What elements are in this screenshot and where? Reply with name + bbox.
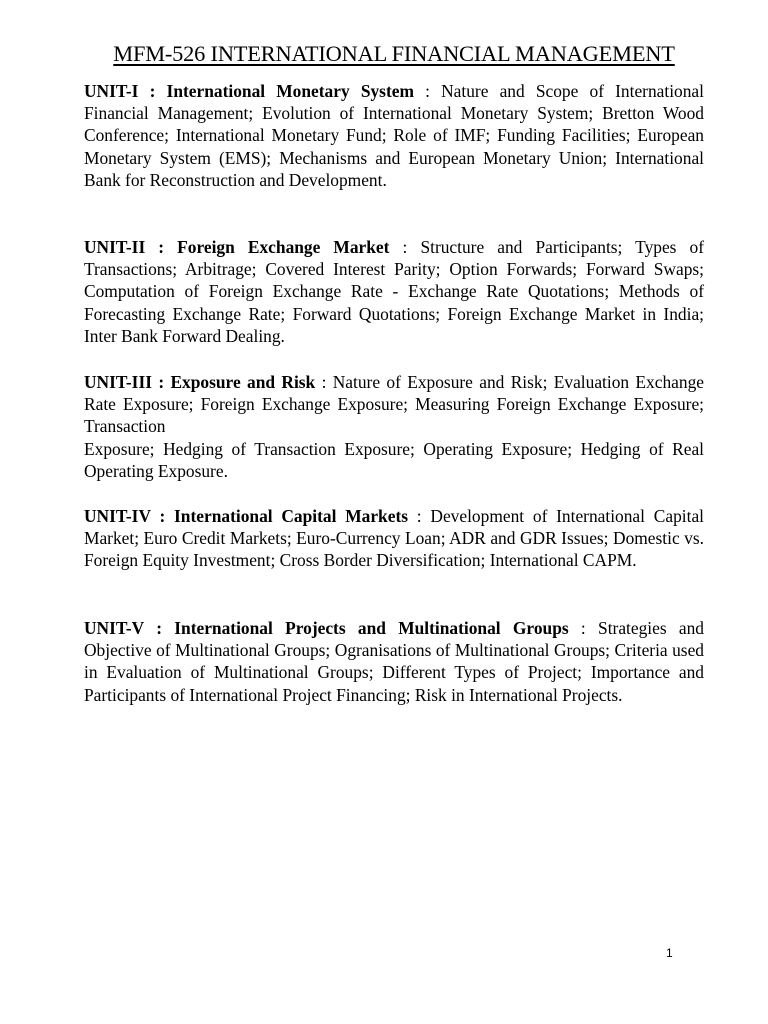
page-number: 1: [666, 946, 673, 960]
unit-2-heading: UNIT-II : Foreign Exchange Market: [84, 237, 390, 257]
unit-5-heading: UNIT-V : International Projects and Multinational Groups: [84, 618, 569, 638]
unit-1-paragraph: [84, 80, 704, 191]
document-title: MFM-526 INTERNATIONAL FINANCIAL MANAGEMENT: [113, 41, 675, 66]
unit-4-paragraph: [84, 505, 704, 572]
unit-3-body: : Nature of Exposure and Risk; Evaluation Exchange Rate Exposure; Foreign Exchange Exposure; Measuring Foreign Exchange Exposure; Transaction: [84, 372, 704, 437]
unit-5-body: : Strategies and Objective of Multinational Groups; Ogranisations of Multinational Groups; Criteria used in Evaluation of Multinational Groups; Different Types of Project; Importance and Participants of International Project Financing; Risk in International Projects.: [84, 618, 704, 705]
unit-3-body-continued: Exposure; Hedging of Transaction Exposure; Operating Exposure; Hedging of Real Operating Exposure.: [84, 438, 704, 481]
unit-4-body: : Development of International Capital Market; Euro Credit Markets; Euro-Currency Loan; ADR and GDR Issues; Domestic vs. Foreign Equity Investment; Cross Border Diversification; International CAPM.: [84, 506, 704, 571]
unit-5-paragraph: [84, 617, 704, 706]
unit-4-heading: UNIT-IV : International Capital Markets: [84, 506, 409, 526]
unit-3-paragraph: [84, 371, 704, 482]
unit-1-heading: UNIT-I : International Monetary System: [84, 81, 414, 101]
unit-2-body: : Structure and Participants; Types of Transactions; Arbitrage; Covered Interest Parity; Option Forwards; Forward Swaps; Computation of Foreign Exchange Rate - Exchange Rate Quotations; Methods of Forecasting Exchange Rate; Forward Quotations; Foreign Exchange Market in India; Inter Bank Forward Dealing.: [84, 237, 705, 346]
unit-2-paragraph: [84, 236, 704, 347]
unit-1-body: : Nature and Scope of International Financial Management; Evolution of International Monetary System; Bretton Wood Conference; International Monetary Fund; Role of IMF; Funding Facilities; European Monetary System (EMS); Mechanisms and European Monetary Union; International Bank for Reconstruction and Development.: [84, 81, 704, 190]
unit-3-heading: UNIT-III : Exposure and Risk: [84, 372, 316, 392]
